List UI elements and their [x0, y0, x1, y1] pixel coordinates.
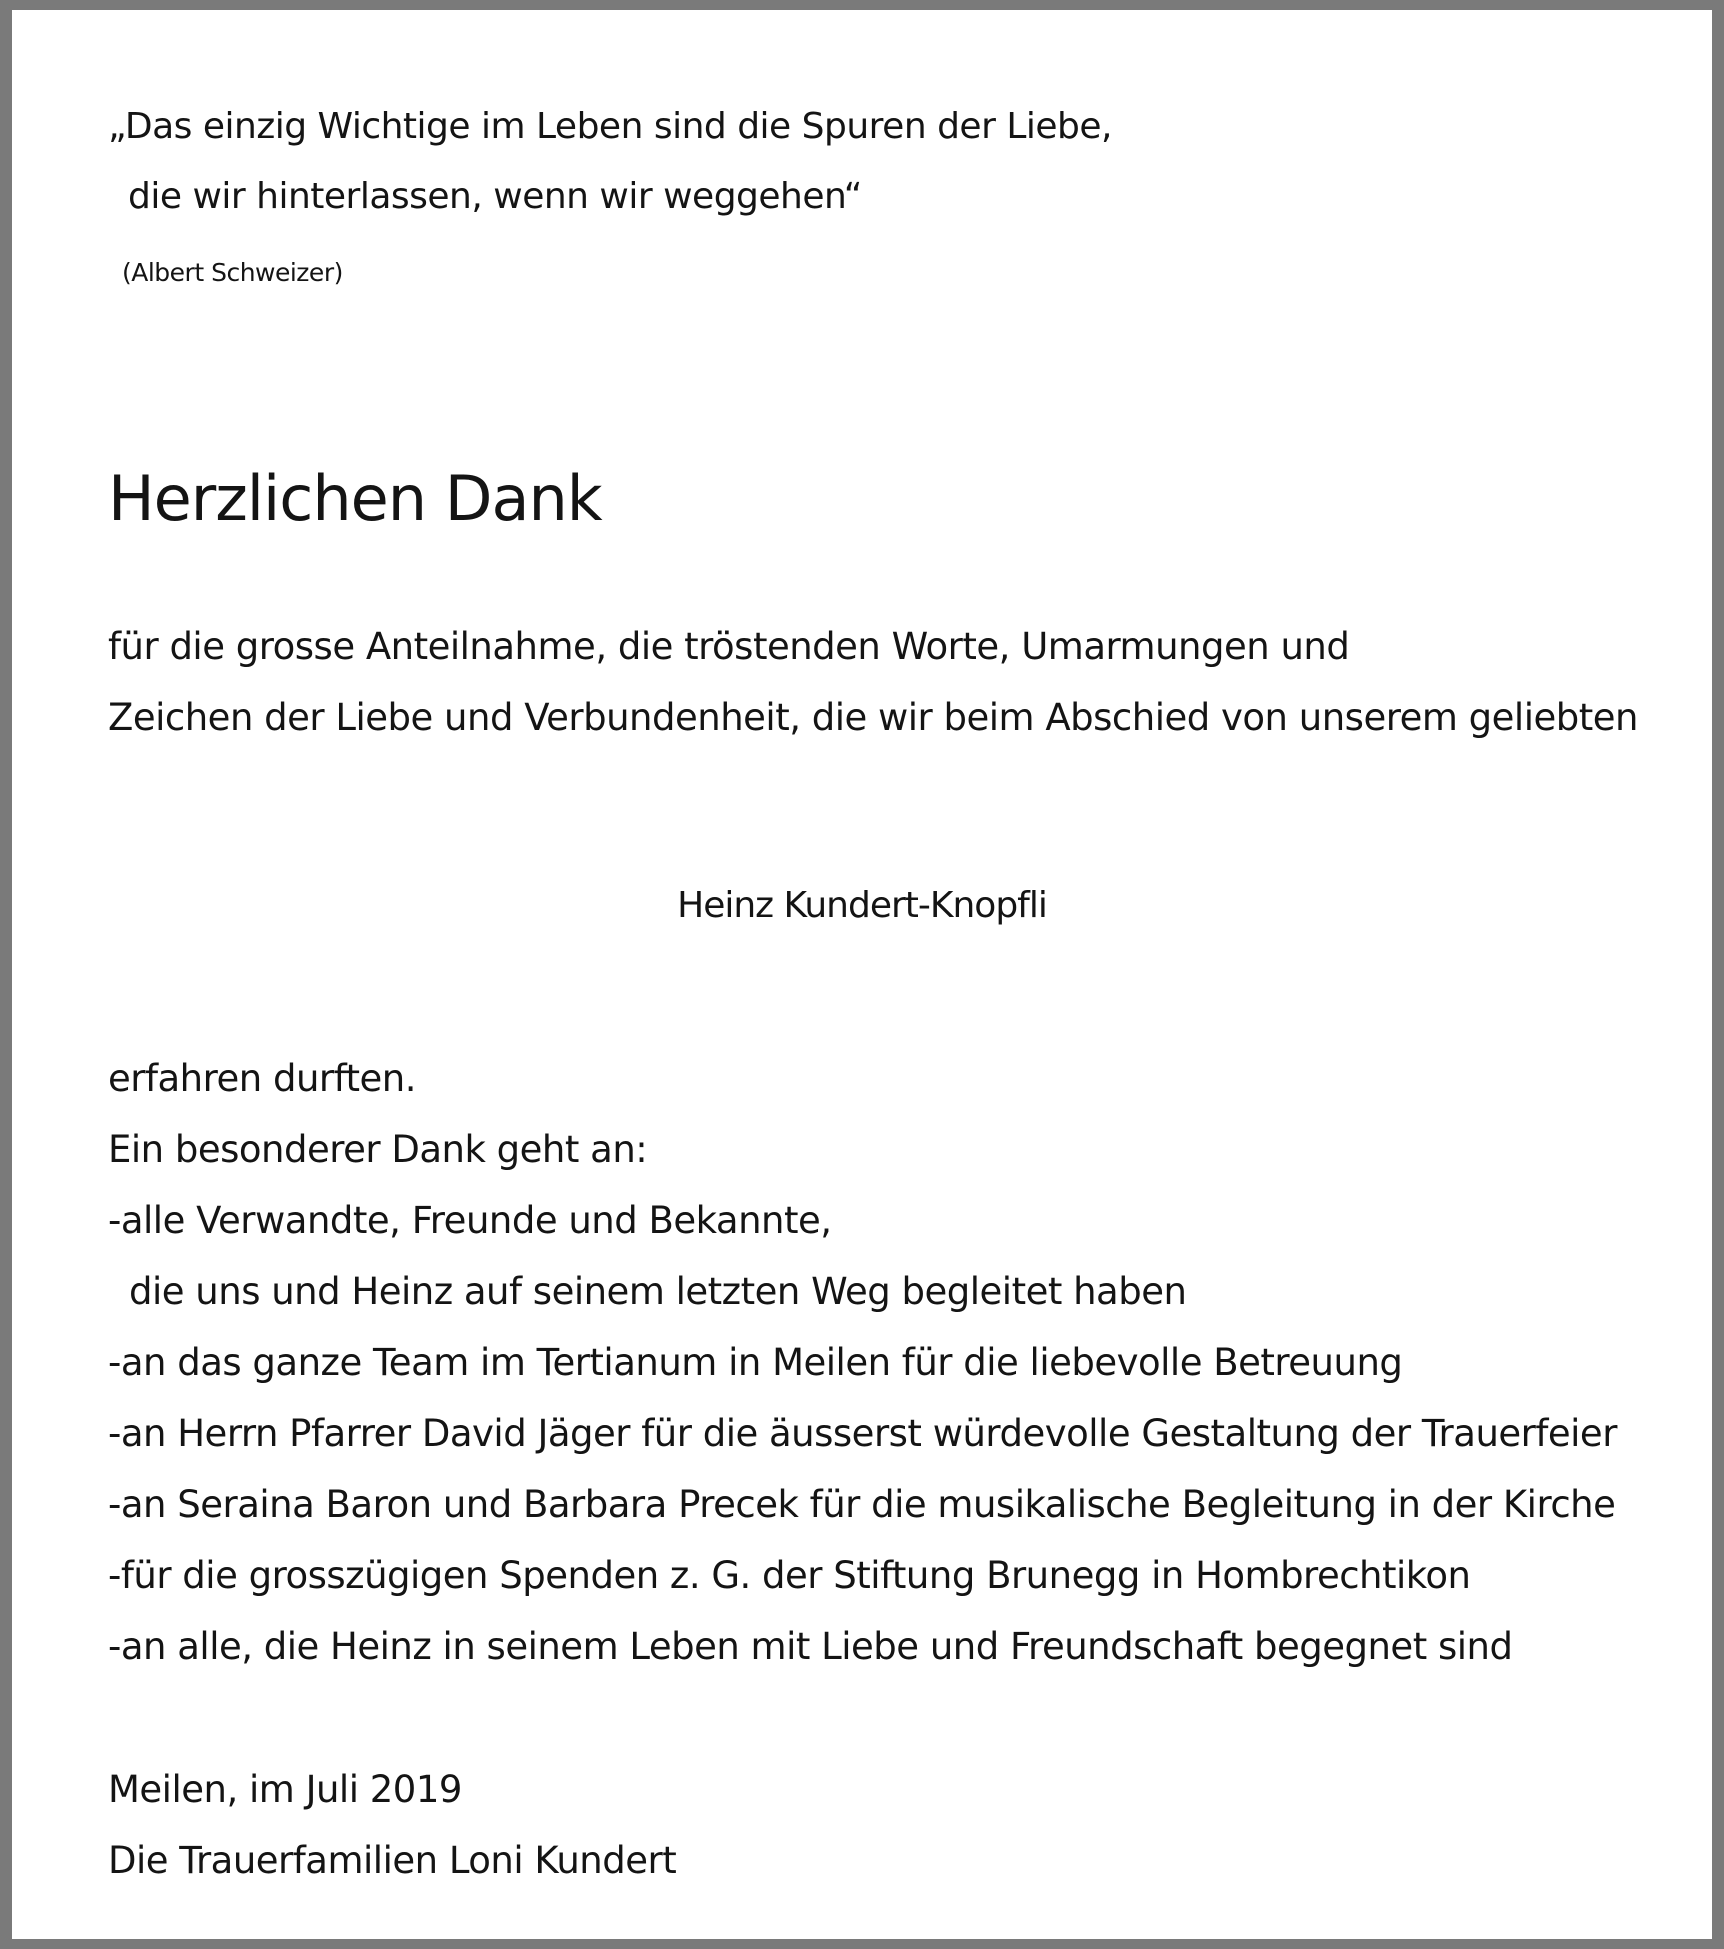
intro-line-1: für die grosse Anteilnahme, die tröstenden Worte, Umarmungen und — [108, 625, 1350, 668]
deceased-name: Heinz Kundert-Knopfli — [677, 885, 1047, 926]
obituary-card — [12, 10, 1712, 1939]
closing-place-date: Meilen, im Juli 2019 — [108, 1768, 462, 1811]
thanks-item: -an Herrn Pfarrer David Jäger für die äusserst würdevolle Gestaltung der Trauerfeier — [108, 1412, 1617, 1455]
quote-line-2: die wir hinterlassen, wenn wir weggehen“ — [128, 176, 862, 217]
body-line-1: erfahren durften. — [108, 1057, 417, 1100]
closing-signature: Die Trauerfamilien Loni Kundert — [108, 1839, 677, 1882]
thanks-item: die uns und Heinz auf seinem letzten Weg begleitet haben — [129, 1270, 1187, 1313]
thanks-item: -für die grosszügigen Spenden z. G. der Stiftung Brunegg in Hombrechtikon — [108, 1554, 1471, 1597]
thanks-item: -an das ganze Team im Tertianum in Meilen für die liebevolle Betreuung — [108, 1341, 1403, 1384]
body-line-2: Ein besonderer Dank geht an: — [108, 1128, 648, 1171]
intro-line-2: Zeichen der Liebe und Verbundenheit, die wir beim Abschied von unserem geliebten — [108, 696, 1638, 739]
thanks-item: -alle Verwandte, Freunde und Bekannte, — [108, 1199, 832, 1242]
quote-line-1: „Das einzig Wichtige im Leben sind die Spuren der Liebe, — [108, 106, 1112, 147]
quote-author: (Albert Schweizer) — [122, 258, 343, 287]
thanks-item: -an alle, die Heinz in seinem Leben mit Liebe und Freundschaft begegnet sind — [108, 1625, 1513, 1668]
page-title: Herzlichen Dank — [108, 462, 602, 535]
thanks-item: -an Seraina Baron und Barbara Precek für die musikalische Begleitung in der Kirche — [108, 1483, 1616, 1526]
